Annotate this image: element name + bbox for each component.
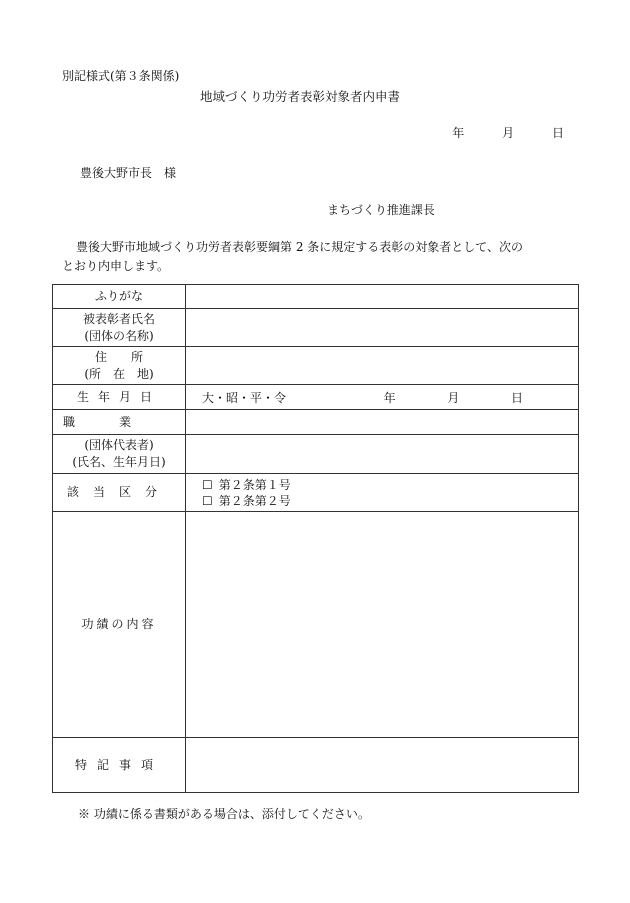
address-label xyxy=(53,347,186,385)
document-title: 地域づくり功労者表彰対象者内申書 xyxy=(200,89,401,104)
sender: まちづくり推進課長 xyxy=(327,203,435,217)
form-reference: 別記様式(第３条関係) xyxy=(62,69,180,83)
occupation-label: 職業 xyxy=(53,410,186,435)
checkbox-icon[interactable]: ☐ xyxy=(202,477,213,492)
representative-field[interactable] xyxy=(186,435,579,474)
address-label-line2: (所 在 地) xyxy=(84,366,154,381)
birth-year: 年 xyxy=(383,390,396,405)
notes-field[interactable] xyxy=(186,738,579,793)
recipient: 豊後大野市長 様 xyxy=(80,166,177,180)
furigana-label: ふりがな xyxy=(53,285,186,309)
birthdate-label: 生年月日 xyxy=(53,385,186,410)
name-field[interactable] xyxy=(186,309,579,347)
name-label-line1: 被表彰者氏名 xyxy=(82,311,155,326)
representative-label xyxy=(53,435,186,474)
merit-field[interactable] xyxy=(186,512,579,738)
occupation-field[interactable] xyxy=(186,410,579,435)
nomination-form-table xyxy=(52,284,579,793)
name-label xyxy=(53,309,186,347)
body-text xyxy=(62,238,574,276)
birth-era: 大・昭・平・令 xyxy=(202,390,287,405)
birth-month: 月 xyxy=(447,390,460,405)
category-label: 該当区分 xyxy=(53,474,186,512)
date-day: 日 xyxy=(551,126,564,140)
birthdate-field[interactable] xyxy=(186,385,579,410)
name-label-line2: (団体の名称) xyxy=(84,328,154,343)
date-line xyxy=(418,124,564,141)
merit-label: 功績の内容 xyxy=(53,512,186,738)
address-field[interactable] xyxy=(186,347,579,385)
address-label-line1: 住 所 xyxy=(94,349,143,364)
footnote: ※ 功績に係る書類がある場合は、添付してください。 xyxy=(78,807,370,821)
rep-label-line2: (氏名、生年月日) xyxy=(72,455,166,469)
body-line-2: とおり内申します。 xyxy=(62,259,170,273)
body-line-1: 豊後大野市地域づくり功労者表彰要綱第 2 条に規定する表彰の対象者として、次の xyxy=(76,240,524,254)
category-option-1[interactable]: ☐ 第２条第１号 xyxy=(202,477,291,492)
category-field xyxy=(186,474,579,512)
category-option-2[interactable]: ☐ 第２条第２号 xyxy=(202,493,291,508)
date-month: 月 xyxy=(502,126,515,140)
notes-label: 特記事項 xyxy=(53,738,186,793)
furigana-field[interactable] xyxy=(186,285,579,309)
date-year: 年 xyxy=(452,126,465,140)
rep-label-line1: (団体代表者) xyxy=(84,438,154,452)
checkbox-icon[interactable]: ☐ xyxy=(202,493,213,508)
birth-day: 日 xyxy=(511,390,524,405)
